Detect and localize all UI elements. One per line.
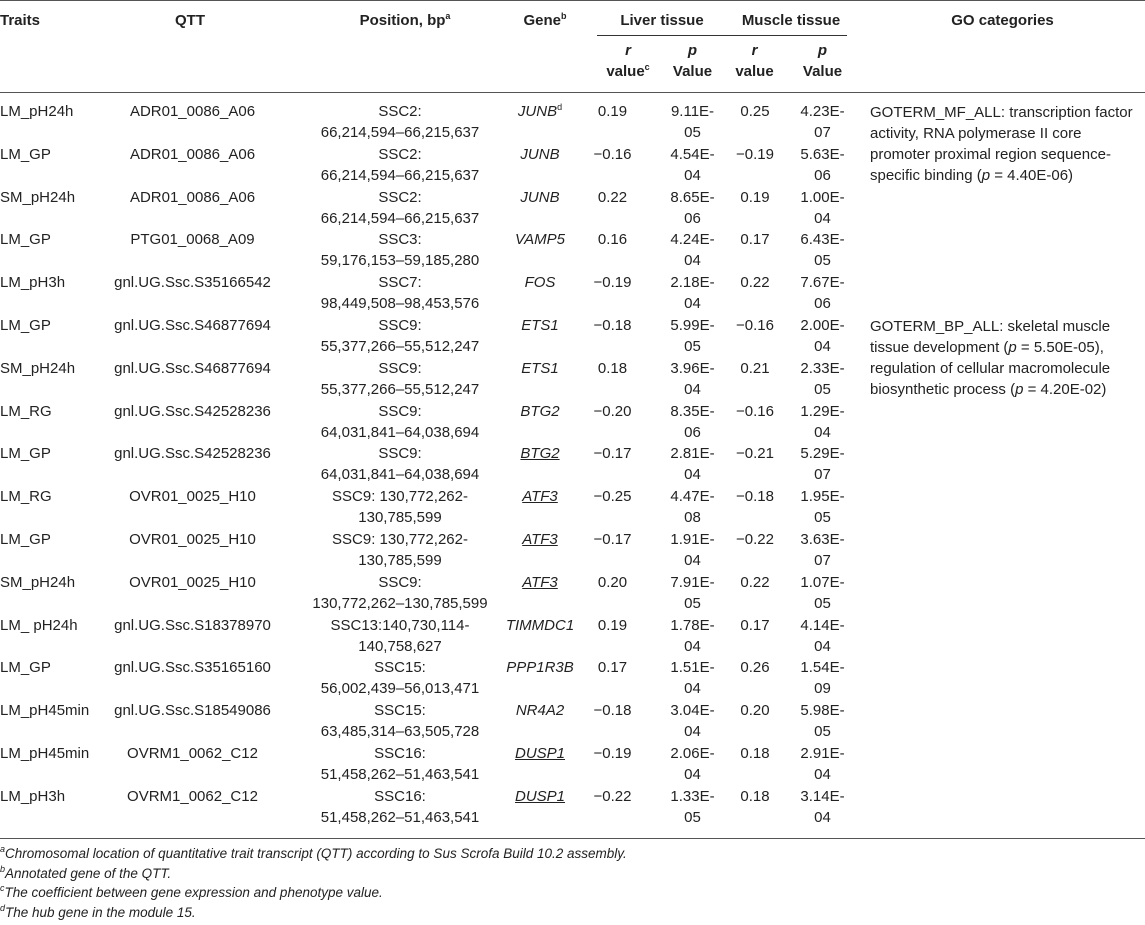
- trait-cell: LM_GP: [0, 317, 51, 334]
- header-go-categories: GO categories: [951, 12, 1054, 29]
- liver-p-cell: 2.81E- 04: [670, 445, 715, 484]
- position-cell: SSC9: 55,377,266–55,512,247: [320, 317, 480, 355]
- qtt-cell: OVRM1_0062_C12: [127, 787, 258, 805]
- muscle-p-cell: 3.14E- 04: [800, 787, 845, 826]
- go-category-mf: GOTERM_MF_ALL: transcription factor activity, RNA polymerase II core promoter proximal region sequence-specific binding (p = 4.40E-06): [870, 104, 1133, 184]
- muscle-r-cell: 0.17: [740, 231, 770, 249]
- liver-p-cell: 8.65E- 06: [670, 188, 715, 227]
- header-gene: Gene$^b$: [523, 11, 567, 29]
- trait-cell: LM_pH3h: [0, 274, 66, 292]
- muscle-r-cell: 0.18: [740, 787, 770, 805]
- liver-r-cell: −0.25: [593, 488, 632, 506]
- header-liver-tissue: Liver tissue: [620, 12, 704, 29]
- position-cell: SSC9: 130,772,262- 130,785,599: [332, 488, 468, 527]
- muscle-p-cell: 1.00E- 04: [800, 188, 845, 227]
- position-cell: SSC16: 51,458,262–51,463,541: [320, 787, 480, 826]
- qtt-cell: gnl.UG.Ssc.S18378970: [114, 616, 271, 634]
- muscle-p-cell: 2.33E- 05: [800, 359, 845, 398]
- muscle-r-cell: 0.21: [740, 359, 770, 377]
- liver-r-cell: −0.19: [593, 274, 632, 292]
- qtt-cell: gnl.UG.Ssc.S18549086: [114, 702, 271, 720]
- qtt-cell: OVR01_0025_H10: [129, 531, 256, 548]
- qtt-cell: gnl.UG.Ssc.S35166542: [114, 274, 271, 292]
- trait-cell: LM_RG: [0, 402, 52, 420]
- header-liver-p: p Value: [672, 42, 713, 80]
- muscle-r-cell: 0.20: [740, 702, 770, 720]
- muscle-r-cell: −0.16: [736, 402, 774, 420]
- trait-cell: LM_RG: [0, 488, 52, 506]
- liver-r-cell: 0.18: [597, 359, 628, 377]
- trait-cell: SM_pH24h: [0, 573, 76, 591]
- liver-p-cell: 3.04E- 04: [670, 702, 715, 741]
- position-cell: SSC3: 59,176,153–59,185,280: [320, 231, 480, 270]
- muscle-r-cell: 0.25: [740, 103, 770, 120]
- header-liver-r: r value$^c$: [606, 42, 650, 80]
- liver-r-cell: 0.17: [597, 659, 628, 677]
- muscle-r-cell: −0.16: [736, 317, 774, 334]
- muscle-r-cell: 0.22: [740, 573, 770, 591]
- trait-cell: SM_pH24h: [0, 359, 76, 377]
- liver-p-cell: 1.51E- 04: [670, 659, 715, 698]
- gene-cell: ATF3: [522, 573, 558, 591]
- qtt-cell: ADR01_0086_A06: [129, 188, 256, 206]
- trait-cell: LM_GP: [0, 231, 51, 249]
- muscle-p-cell: 2.91E- 04: [800, 745, 845, 783]
- gene-cell: JUNB$^d$: [517, 102, 563, 120]
- position-cell: SSC16: 51,458,262–51,463,541: [320, 745, 480, 783]
- gene-cell: NR4A2: [515, 702, 565, 720]
- muscle-p-cell: 2.00E- 04: [800, 317, 845, 355]
- trait-cell: SM_pH24h: [0, 188, 76, 206]
- muscle-r-cell: −0.22: [736, 531, 774, 548]
- muscle-p-cell: 5.29E- 07: [800, 445, 845, 484]
- go-category-bp: GOTERM_BP_ALL: skeletal muscle tissue development (p = 5.50E-05), regulation of cellular macromolecule biosynthetic process (p = 4.20E-02): [870, 318, 1111, 398]
- footnote: $^c$The coefficient between gene expression and phenotype value.: [0, 883, 383, 900]
- muscle-p-cell: 5.63E- 06: [800, 145, 845, 184]
- liver-r-cell: −0.20: [593, 402, 632, 420]
- liver-p-cell: 3.96E- 04: [670, 359, 715, 398]
- qtt-cell: ADR01_0086_A06: [129, 145, 256, 163]
- muscle-p-cell: 3.63E- 07: [800, 531, 845, 569]
- muscle-p-cell: 1.95E- 05: [800, 488, 845, 527]
- muscle-r-cell: −0.21: [736, 445, 774, 463]
- trait-cell: LM_pH24h: [0, 103, 74, 120]
- gene-cell: BTG2: [520, 402, 560, 420]
- trait-cell: LM_GP: [0, 531, 51, 548]
- muscle-p-cell: 4.14E- 04: [800, 616, 845, 655]
- position-cell: SSC9: 130,772,262- 130,785,599: [332, 531, 468, 569]
- gene-cell: VAMP5: [514, 231, 566, 249]
- liver-p-cell: 4.24E- 04: [670, 231, 715, 270]
- liver-r-cell: 0.20: [597, 573, 628, 591]
- muscle-r-cell: −0.19: [736, 145, 774, 163]
- liver-r-cell: 0.22: [597, 188, 628, 206]
- trait-cell: LM_ pH24h: [0, 616, 78, 634]
- muscle-p-cell: 1.07E- 05: [800, 573, 845, 612]
- position-cell: SSC7: 98,449,508–98,453,576: [320, 274, 480, 313]
- qtt-cell: OVR01_0025_H10: [129, 573, 256, 591]
- liver-p-cell: 1.78E- 04: [670, 616, 715, 655]
- liver-r-cell: −0.18: [593, 702, 632, 720]
- header-muscle-tissue: Muscle tissue: [741, 12, 841, 29]
- liver-r-cell: −0.22: [593, 787, 632, 805]
- qtt-cell: OVR01_0025_H10: [129, 488, 256, 506]
- muscle-p-cell: 7.67E- 06: [800, 274, 845, 313]
- header-traits: Traits: [0, 12, 41, 29]
- muscle-p-cell: 4.23E- 07: [800, 103, 845, 141]
- gene-cell: ATF3: [522, 531, 558, 548]
- liver-r-cell: −0.19: [593, 745, 632, 762]
- trait-cell: LM_pH45min: [0, 702, 90, 720]
- trait-cell: LM_GP: [0, 145, 51, 163]
- muscle-p-cell: 1.54E- 09: [800, 659, 845, 698]
- position-cell: SSC9: 64,031,841–64,038,694: [320, 445, 480, 484]
- bottom-rule: [0, 838, 1145, 839]
- footnote: $^d$The hub gene in the module 15.: [0, 902, 196, 920]
- gene-cell: PPP1R3B: [506, 659, 574, 677]
- liver-r-cell: −0.18: [593, 317, 632, 334]
- gene-cell: JUNB: [520, 145, 560, 163]
- footnote: $^a$Chromosomal location of quantitative trait transcript (QTT) according to Sus Scrofa Build 10.2 assembly.: [0, 844, 627, 861]
- gene-cell: ATF3: [522, 488, 558, 506]
- muscle-p-cell: 1.29E- 04: [800, 402, 845, 441]
- gene-cell: DUSP1: [514, 787, 566, 805]
- footnote: $^b$Annotated gene of the QTT.: [0, 863, 172, 881]
- muscle-r-cell: −0.18: [736, 488, 774, 506]
- trait-cell: LM_GP: [0, 445, 51, 463]
- liver-p-cell: 2.06E- 04: [670, 745, 715, 783]
- liver-p-cell: 9.11E- 05: [670, 103, 715, 141]
- gene-cell: BTG2: [520, 445, 560, 463]
- header-qtt: QTT: [175, 12, 205, 29]
- liver-p-cell: 1.91E- 04: [670, 531, 715, 569]
- gene-cell: ETS1: [521, 359, 559, 377]
- gene-cell: FOS: [524, 274, 556, 292]
- position-cell: SSC15: 56,002,439–56,013,471: [320, 659, 480, 698]
- gene-cell: ETS1: [521, 317, 559, 334]
- muscle-r-cell: 0.26: [740, 659, 770, 677]
- liver-r-cell: 0.19: [597, 103, 628, 120]
- muscle-p-cell: 5.98E- 05: [800, 702, 845, 741]
- header-bottom-rule: [0, 92, 1145, 93]
- qtt-cell: gnl.UG.Ssc.S35165160: [114, 659, 271, 677]
- muscle-subheader-rule: [734, 35, 847, 36]
- trait-cell: LM_pH3h: [0, 787, 66, 805]
- qtt-cell: OVRM1_0062_C12: [127, 745, 258, 762]
- qtt-cell: ADR01_0086_A06: [129, 103, 256, 120]
- qtt-cell: gnl.UG.Ssc.S46877694: [114, 317, 271, 334]
- liver-r-cell: 0.19: [597, 616, 628, 634]
- header-muscle-p: p Value: [802, 42, 843, 80]
- liver-r-cell: −0.16: [593, 145, 632, 163]
- liver-subheader-rule: [597, 35, 742, 36]
- liver-r-cell: −0.17: [593, 531, 632, 548]
- muscle-r-cell: 0.19: [740, 188, 770, 206]
- muscle-r-cell: 0.17: [740, 616, 770, 634]
- liver-p-cell: 1.33E- 05: [670, 787, 715, 826]
- liver-r-cell: −0.17: [593, 445, 632, 463]
- position-cell: SSC2: 66,214,594–66,215,637: [320, 103, 480, 141]
- muscle-r-cell: 0.18: [740, 745, 770, 762]
- gene-cell: TIMMDC1: [505, 616, 575, 634]
- muscle-r-cell: 0.22: [740, 274, 770, 292]
- liver-p-cell: 4.54E- 04: [670, 145, 715, 184]
- header-muscle-r: r value: [735, 42, 774, 80]
- position-cell: SSC9: 64,031,841–64,038,694: [320, 402, 480, 441]
- top-rule: [0, 0, 1145, 1]
- trait-cell: LM_GP: [0, 659, 51, 677]
- liver-p-cell: 7.91E- 05: [670, 573, 715, 612]
- muscle-p-cell: 6.43E- 05: [800, 231, 845, 270]
- liver-p-cell: 4.47E- 08: [670, 488, 715, 527]
- position-cell: SSC9: 130,772,262–130,785,599: [312, 573, 488, 612]
- qtt-cell: PTG01_0068_A09: [130, 231, 255, 249]
- gene-cell: DUSP1: [514, 745, 566, 762]
- liver-r-cell: 0.16: [597, 231, 628, 249]
- qtt-cell: gnl.UG.Ssc.S42528236: [114, 402, 271, 420]
- qtt-cell: gnl.UG.Ssc.S42528236: [114, 445, 271, 463]
- qtt-cell: gnl.UG.Ssc.S46877694: [114, 359, 271, 377]
- trait-cell: LM_pH45min: [0, 745, 90, 762]
- position-cell: SSC2: 66,214,594–66,215,637: [320, 145, 480, 184]
- position-cell: SSC2: 66,214,594–66,215,637: [320, 188, 480, 227]
- gene-cell: JUNB: [520, 188, 560, 206]
- liver-p-cell: 5.99E- 05: [670, 317, 715, 355]
- position-cell: SSC15: 63,485,314–63,505,728: [320, 702, 480, 741]
- position-cell: SSC13:140,730,114- 140,758,627: [330, 616, 470, 655]
- header-position: Position, $bp^a$: [359, 11, 451, 29]
- liver-p-cell: 2.18E- 04: [670, 274, 715, 313]
- liver-p-cell: 8.35E- 06: [670, 402, 715, 441]
- position-cell: SSC9: 55,377,266–55,512,247: [320, 359, 480, 398]
